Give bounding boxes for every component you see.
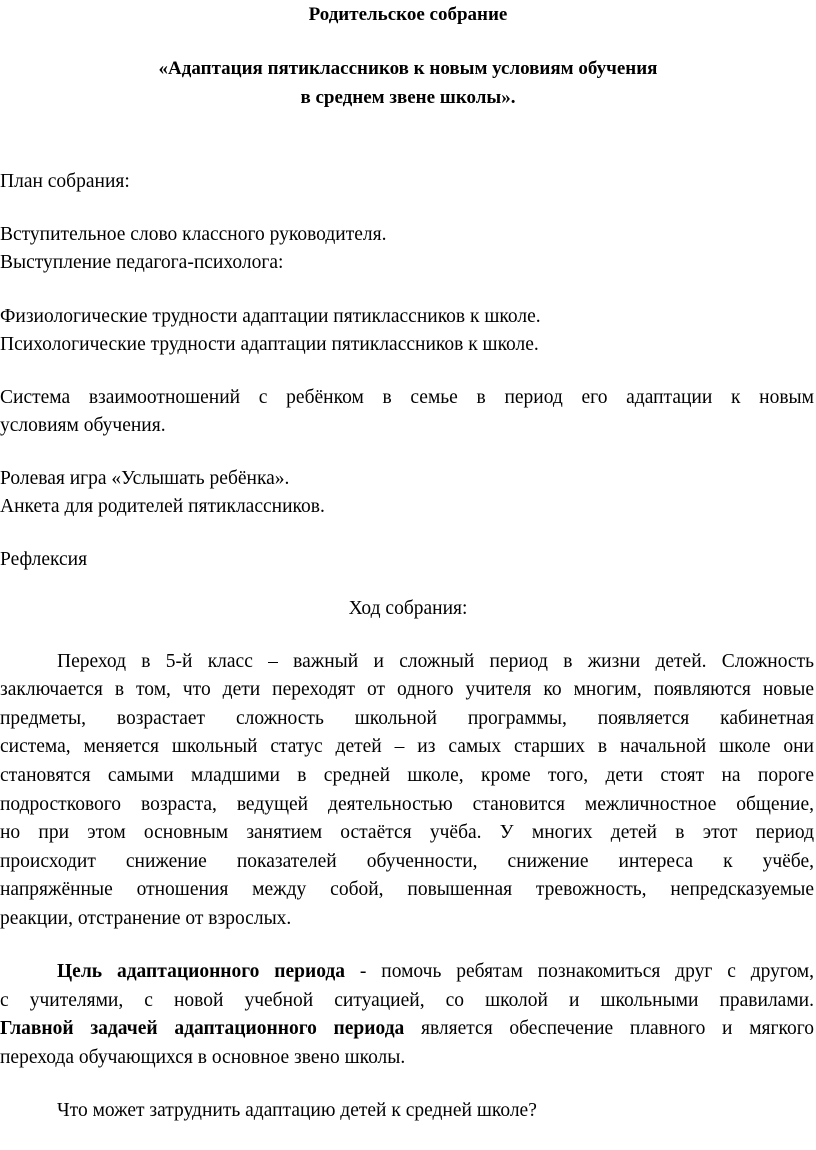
paragraph-line: напряжённые отношения между собой, повышенная тревожность, непредсказуемые [0,879,814,900]
paragraph-line: подросткового возраста, ведущей деятельностью становится межличностное общение, [0,794,814,815]
plan-item: условиям обучения. [0,415,166,436]
paragraph-line: заключается в том, что дети переходят от одного учителя ко многим, появляются новые [0,679,814,700]
task-term: Главной задачей адаптационного периода [0,1018,405,1039]
plan-item: Психологические трудности адаптации пятиклассников к школе. [0,334,539,355]
plan-item: Ролевая игра «Услышать ребёнка». [0,468,290,489]
goal-text: - помочь ребятам познакомиться друг с другом, [345,961,814,982]
paragraph-line: происходит снижение показателей обученности, снижение интереса к учёбе, [0,851,814,872]
plan-item: Физиологические трудности адаптации пятиклассников к школе. [0,306,541,327]
paragraph-line: Переход в 5-й класс – важный и сложный период в жизни детей. Сложность [57,651,814,672]
paragraph-line [57,959,814,985]
document-subtitle-line-2: в среднем звене школы». [300,87,516,108]
progress-heading: Ход собрания: [348,598,468,619]
plan-item: Выступление педагога-психолога: [0,252,284,273]
paragraph-line: предметы, возрастает сложность школьной программы, появляется кабинетная [0,708,814,729]
paragraph-line: становятся самыми младшими в средней школе, кроме того, дети стоят на пороге [0,765,814,786]
goal-term: Цель адаптационного периода [57,961,346,982]
paragraph-line: система, меняется школьный статус детей – из самых старших в начальной школе они [0,736,814,757]
document-title: Родительское собрание [308,4,508,25]
question-line: Что может затруднить адаптацию детей к средней школе? [57,1100,537,1121]
plan-item: Анкета для родителей пятиклассников. [0,496,325,517]
paragraph-line: реакции, отстранение от взрослых. [0,908,292,929]
document-subtitle-line-1: «Адаптация пятиклассников к новым условиям обучения [158,58,658,79]
plan-item: Вступительное слово классного руководителя. [0,224,387,245]
plan-item: Рефлексия [0,549,88,570]
paragraph-line: но при этом основным занятием остаётся учёба. У многих детей в этот период [0,822,814,843]
paragraph-line: перехода обучающихся в основное звено школы. [0,1047,406,1068]
paragraph-line [0,1016,814,1042]
task-text: является обеспечение плавного и мягкого [404,1018,814,1039]
plan-item: Система взаимоотношений с ребёнком в семье в период его адаптации к новым [0,387,814,408]
plan-heading: План собрания: [0,171,130,192]
paragraph-line: с учителями, с новой учебной ситуацией, со школой и школьными правилами. [0,990,814,1011]
